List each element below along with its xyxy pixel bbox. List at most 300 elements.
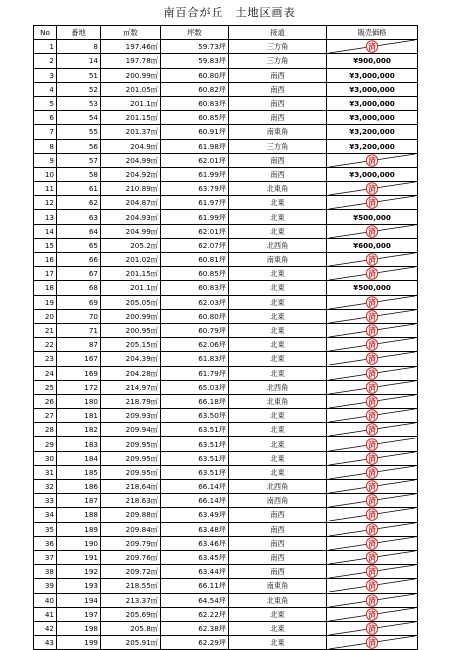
header-area-tsubo: 坪数 (161, 26, 229, 40)
row-no: 33 (34, 494, 57, 508)
row-lot: 69 (57, 295, 101, 309)
row-no: 16 (34, 253, 57, 267)
row-area-tsubo: 66.14坪 (161, 480, 229, 494)
row-area-m2: 201.02㎡ (101, 253, 161, 267)
document-title: 南百合が丘 土地区画表 (163, 6, 296, 19)
row-lot: 14 (57, 54, 101, 68)
row-no: 1 (34, 40, 57, 54)
row-price: ¥3,000,000 (327, 82, 418, 96)
row-price (327, 267, 418, 281)
row-no: 39 (34, 579, 57, 593)
header-price: 販売価格 (327, 26, 418, 40)
sold-mark: 済 (368, 383, 376, 393)
table-row (34, 295, 418, 309)
row-area-m2: 205.15㎡ (101, 338, 161, 352)
row-price (327, 465, 418, 479)
sold-stamp-icon (329, 594, 415, 607)
row-price (327, 451, 418, 465)
sold-stamp-icon (329, 480, 415, 493)
sold-stamp-icon (329, 523, 415, 536)
row-price (327, 366, 418, 380)
row-price (327, 224, 418, 238)
table-row (34, 54, 418, 68)
row-area-tsubo: 62.01坪 (161, 153, 229, 167)
row-road: 北西角 (229, 480, 327, 494)
table-row (34, 125, 418, 139)
row-no: 42 (34, 621, 57, 635)
row-area-tsubo: 63.45坪 (161, 550, 229, 564)
row-no: 17 (34, 267, 57, 281)
row-road: 北東 (229, 352, 327, 366)
row-road: 南西 (229, 153, 327, 167)
row-no: 7 (34, 125, 57, 139)
row-area-m2: 209.79㎡ (101, 536, 161, 550)
table-row (34, 68, 418, 82)
row-area-m2: 201.37㎡ (101, 125, 161, 139)
row-price (327, 380, 418, 394)
row-area-tsubo: 63.44坪 (161, 565, 229, 579)
row-lot: 58 (57, 167, 101, 181)
row-road: 北東 (229, 451, 327, 465)
row-price (327, 437, 418, 451)
sold-stamp-icon (329, 423, 415, 436)
sold-stamp-icon (329, 494, 415, 507)
sold-mark: 済 (368, 298, 376, 308)
table-row (34, 182, 418, 196)
table-row (34, 338, 418, 352)
row-price (327, 295, 418, 309)
sold-stamp-icon (329, 154, 415, 167)
row-lot: 54 (57, 111, 101, 125)
row-road: 南西角 (229, 494, 327, 508)
row-area-m2: 218.64㎡ (101, 480, 161, 494)
row-price: ¥3,000,000 (327, 111, 418, 125)
sold-mark: 済 (368, 184, 376, 194)
row-area-tsubo: 60.80坪 (161, 309, 229, 323)
row-area-tsubo: 63.50坪 (161, 409, 229, 423)
row-area-tsubo: 62.01坪 (161, 224, 229, 238)
row-no: 40 (34, 593, 57, 607)
row-road: 南西 (229, 68, 327, 82)
lot-table (33, 25, 418, 650)
row-area-m2: 205.69㎡ (101, 607, 161, 621)
sold-mark: 済 (368, 439, 376, 450)
table-row (34, 508, 418, 522)
sold-mark: 済 (368, 496, 376, 506)
sold-mark: 済 (368, 255, 376, 265)
sold-stamp-icon (329, 508, 415, 521)
row-price (327, 352, 418, 366)
sold-mark: 済 (368, 624, 376, 634)
row-area-m2: 209.76㎡ (101, 550, 161, 564)
row-area-tsubo: 63.51坪 (161, 451, 229, 465)
sold-mark: 済 (368, 269, 376, 279)
row-no: 28 (34, 423, 57, 437)
sold-stamp-icon (329, 267, 415, 280)
row-area-m2: 209.84㎡ (101, 522, 161, 536)
row-lot: 194 (57, 593, 101, 607)
row-road: 北東 (229, 196, 327, 210)
table-row (34, 210, 418, 224)
row-no: 31 (34, 465, 57, 479)
row-area-tsubo: 59.73坪 (161, 40, 229, 54)
row-lot: 181 (57, 409, 101, 423)
sold-stamp-icon (329, 622, 415, 635)
sold-stamp-icon (329, 196, 415, 209)
row-no: 35 (34, 522, 57, 536)
table-row (34, 281, 418, 295)
row-area-tsubo: 61.99坪 (161, 210, 229, 224)
row-area-m2: 218.55㎡ (101, 579, 161, 593)
row-lot: 66 (57, 253, 101, 267)
row-area-tsubo: 60.80坪 (161, 68, 229, 82)
table-row (34, 167, 418, 181)
row-price (327, 182, 418, 196)
row-road: 北東 (229, 295, 327, 309)
row-lot: 56 (57, 139, 101, 153)
row-road: 北東 (229, 366, 327, 380)
row-area-tsubo: 60.82坪 (161, 82, 229, 96)
row-road: 北東 (229, 323, 327, 337)
row-lot: 182 (57, 423, 101, 437)
row-area-m2: 209.95㎡ (101, 465, 161, 479)
row-road: 南西 (229, 96, 327, 110)
row-no: 26 (34, 394, 57, 408)
sold-mark: 済 (368, 454, 376, 464)
sold-mark: 済 (368, 397, 376, 407)
row-area-m2: 204.9㎡ (101, 139, 161, 153)
sold-mark: 済 (368, 227, 376, 237)
row-road: 三方角 (229, 54, 327, 68)
row-price: ¥500,000 (327, 281, 418, 295)
sold-stamp-icon (329, 352, 415, 365)
table-row (34, 636, 418, 650)
table-row (34, 437, 418, 451)
row-no: 6 (34, 111, 57, 125)
row-area-m2: 201.05㎡ (101, 82, 161, 96)
row-price: ¥3,200,000 (327, 139, 418, 153)
row-no: 27 (34, 409, 57, 423)
sold-stamp-icon (329, 296, 415, 309)
sold-mark: 済 (368, 156, 376, 166)
row-area-m2: 201.15㎡ (101, 267, 161, 281)
sold-mark: 済 (368, 638, 376, 648)
row-area-m2: 218.63㎡ (101, 494, 161, 508)
row-area-m2: 209.93㎡ (101, 409, 161, 423)
row-price: ¥3,000,000 (327, 167, 418, 181)
row-area-tsubo: 60.85坪 (161, 267, 229, 281)
row-no: 29 (34, 437, 57, 451)
row-lot: 198 (57, 621, 101, 635)
row-road: 南西 (229, 82, 327, 96)
row-lot: 189 (57, 522, 101, 536)
sold-stamp-icon (329, 182, 415, 195)
row-no: 25 (34, 380, 57, 394)
row-road: 北東 (229, 224, 327, 238)
row-lot: 51 (57, 68, 101, 82)
row-price (327, 621, 418, 635)
sold-mark: 済 (368, 525, 376, 535)
row-price: ¥3,200,000 (327, 125, 418, 139)
table-row (34, 366, 418, 380)
row-road: 北東 (229, 465, 327, 479)
row-no: 20 (34, 309, 57, 323)
table-row (34, 323, 418, 337)
sold-mark: 済 (368, 312, 376, 322)
table-row (34, 550, 418, 564)
table-row (34, 267, 418, 281)
row-road: 南西 (229, 550, 327, 564)
sold-mark: 済 (368, 610, 376, 620)
table-row (34, 153, 418, 167)
row-no: 24 (34, 366, 57, 380)
row-price (327, 494, 418, 508)
row-area-m2: 210.89㎡ (101, 182, 161, 196)
sold-stamp-icon (329, 551, 415, 564)
row-road: 北東 (229, 267, 327, 281)
row-price: ¥600,000 (327, 238, 418, 252)
row-no: 11 (34, 182, 57, 196)
sold-stamp-icon (329, 438, 415, 451)
row-road: 北東 (229, 437, 327, 451)
row-area-tsubo: 60.83坪 (161, 96, 229, 110)
row-lot: 70 (57, 309, 101, 323)
row-price (327, 565, 418, 579)
row-no: 13 (34, 210, 57, 224)
row-road: 北東 (229, 423, 327, 437)
row-lot: 65 (57, 238, 101, 252)
row-price (327, 423, 418, 437)
row-area-m2: 209.94㎡ (101, 423, 161, 437)
table-row (34, 111, 418, 125)
row-area-m2: 209.88㎡ (101, 508, 161, 522)
row-no: 5 (34, 96, 57, 110)
row-road: 南西 (229, 536, 327, 550)
row-area-tsubo: 62.29坪 (161, 636, 229, 650)
sold-mark: 済 (368, 581, 376, 592)
row-area-m2: 205.2㎡ (101, 238, 161, 252)
row-no: 30 (34, 451, 57, 465)
row-price (327, 607, 418, 621)
row-road: 北東 (229, 338, 327, 352)
sold-mark: 済 (368, 354, 376, 365)
row-area-m2: 197.78㎡ (101, 54, 161, 68)
row-price (327, 323, 418, 337)
row-area-tsubo: 61.79坪 (161, 366, 229, 380)
row-area-tsubo: 64.54坪 (161, 593, 229, 607)
row-area-tsubo: 63.79坪 (161, 182, 229, 196)
row-area-m2: 201.15㎡ (101, 111, 161, 125)
row-lot: 71 (57, 323, 101, 337)
row-area-m2: 204.93㎡ (101, 210, 161, 224)
row-lot: 188 (57, 508, 101, 522)
sold-mark: 済 (368, 468, 376, 478)
row-lot: 167 (57, 352, 101, 366)
row-area-tsubo: 60.81坪 (161, 253, 229, 267)
sold-mark: 済 (368, 425, 376, 435)
row-price (327, 196, 418, 210)
row-area-tsubo: 63.48坪 (161, 522, 229, 536)
row-area-tsubo: 61.83坪 (161, 352, 229, 366)
table-row (34, 579, 418, 593)
row-lot: 63 (57, 210, 101, 224)
row-road: 北東 (229, 210, 327, 224)
row-area-m2: 204.99㎡ (101, 224, 161, 238)
row-area-m2: 218.79㎡ (101, 394, 161, 408)
row-no: 23 (34, 352, 57, 366)
table-row (34, 522, 418, 536)
sold-stamp-icon (329, 395, 415, 408)
header-no: No (34, 26, 57, 40)
header-lot: 番地 (57, 26, 101, 40)
sold-stamp-icon (329, 409, 415, 422)
row-area-tsubo: 61.97坪 (161, 196, 229, 210)
sold-stamp-icon (329, 565, 415, 578)
row-road: 北東 (229, 621, 327, 635)
sold-mark: 済 (368, 411, 376, 421)
sold-stamp-icon (329, 338, 415, 351)
row-price (327, 253, 418, 267)
sold-mark: 済 (368, 42, 376, 52)
sold-stamp-icon (329, 324, 415, 337)
row-no: 38 (34, 565, 57, 579)
row-area-m2: 204.28㎡ (101, 366, 161, 380)
row-no: 2 (34, 54, 57, 68)
row-price (327, 550, 418, 564)
row-area-tsubo: 60.83坪 (161, 281, 229, 295)
row-area-tsubo: 62.06坪 (161, 338, 229, 352)
row-road: 南西 (229, 167, 327, 181)
row-price: ¥3,000,000 (327, 68, 418, 82)
table-row (34, 621, 418, 635)
sold-stamp-icon (329, 381, 415, 394)
row-no: 37 (34, 550, 57, 564)
row-price (327, 508, 418, 522)
row-road: 三方角 (229, 40, 327, 54)
row-road: 北東 (229, 309, 327, 323)
row-price (327, 480, 418, 494)
row-lot: 184 (57, 451, 101, 465)
row-price (327, 536, 418, 550)
sold-mark: 済 (368, 198, 376, 208)
row-area-m2: 205.91㎡ (101, 636, 161, 650)
row-no: 12 (34, 196, 57, 210)
row-price (327, 338, 418, 352)
row-area-tsubo: 60.91坪 (161, 125, 229, 139)
row-road: 南西 (229, 565, 327, 579)
row-area-tsubo: 63.51坪 (161, 437, 229, 451)
row-area-m2: 204.92㎡ (101, 167, 161, 181)
row-price (327, 153, 418, 167)
sold-stamp-icon (329, 466, 415, 479)
sold-stamp-icon (329, 636, 415, 649)
row-area-m2: 204.39㎡ (101, 352, 161, 366)
sold-mark: 済 (368, 595, 376, 606)
row-price: ¥500,000 (327, 210, 418, 224)
row-no: 10 (34, 167, 57, 181)
row-lot: 67 (57, 267, 101, 281)
row-area-tsubo: 60.79坪 (161, 323, 229, 337)
row-no: 32 (34, 480, 57, 494)
sold-stamp-icon (329, 367, 415, 380)
row-lot: 185 (57, 465, 101, 479)
row-lot: 190 (57, 536, 101, 550)
table-row (34, 494, 418, 508)
row-area-tsubo: 63.49坪 (161, 508, 229, 522)
row-lot: 169 (57, 366, 101, 380)
row-area-m2: 201.1㎡ (101, 281, 161, 295)
row-lot: 183 (57, 437, 101, 451)
row-lot: 180 (57, 394, 101, 408)
row-lot: 187 (57, 494, 101, 508)
row-area-tsubo: 62.03坪 (161, 295, 229, 309)
row-road: 南西 (229, 522, 327, 536)
table-row (34, 352, 418, 366)
table-row (34, 238, 418, 252)
table-row (34, 423, 418, 437)
row-no: 8 (34, 139, 57, 153)
row-no: 43 (34, 636, 57, 650)
row-lot: 199 (57, 636, 101, 650)
row-price: ¥900,000 (327, 54, 418, 68)
row-road: 南東角 (229, 253, 327, 267)
row-lot: 68 (57, 281, 101, 295)
header-row (34, 26, 418, 40)
row-lot: 8 (57, 40, 101, 54)
sold-stamp-icon (329, 608, 415, 621)
table-row (34, 451, 418, 465)
table-row (34, 593, 418, 607)
sold-stamp-icon (329, 579, 415, 592)
row-no: 18 (34, 281, 57, 295)
sold-mark: 済 (368, 482, 376, 492)
row-price (327, 579, 418, 593)
row-area-tsubo: 59.83坪 (161, 54, 229, 68)
row-price (327, 409, 418, 423)
row-lot: 55 (57, 125, 101, 139)
row-no: 15 (34, 238, 57, 252)
table-row (34, 40, 418, 54)
row-road: 南東角 (229, 579, 327, 593)
row-lot: 53 (57, 96, 101, 110)
row-no: 4 (34, 82, 57, 96)
table-row (34, 409, 418, 423)
row-road: 北東角 (229, 593, 327, 607)
row-area-m2: 213.37㎡ (101, 593, 161, 607)
row-area-m2: 197.46㎡ (101, 40, 161, 54)
sold-mark: 済 (368, 340, 376, 350)
row-area-m2: 209.95㎡ (101, 451, 161, 465)
row-lot: 186 (57, 480, 101, 494)
row-area-tsubo: 62.07坪 (161, 238, 229, 252)
row-area-tsubo: 63.51坪 (161, 465, 229, 479)
row-area-m2: 200.99㎡ (101, 309, 161, 323)
row-area-tsubo: 61.98坪 (161, 139, 229, 153)
table-row (34, 607, 418, 621)
row-area-tsubo: 61.99坪 (161, 167, 229, 181)
row-area-tsubo: 63.51坪 (161, 423, 229, 437)
row-road: 北東角 (229, 182, 327, 196)
row-area-m2: 209.95㎡ (101, 437, 161, 451)
table-row (34, 565, 418, 579)
row-no: 41 (34, 607, 57, 621)
row-lot: 52 (57, 82, 101, 96)
row-no: 22 (34, 338, 57, 352)
sold-mark: 済 (368, 510, 376, 521)
table-row (34, 139, 418, 153)
sold-mark: 済 (368, 326, 376, 336)
row-area-tsubo: 66.14坪 (161, 494, 229, 508)
